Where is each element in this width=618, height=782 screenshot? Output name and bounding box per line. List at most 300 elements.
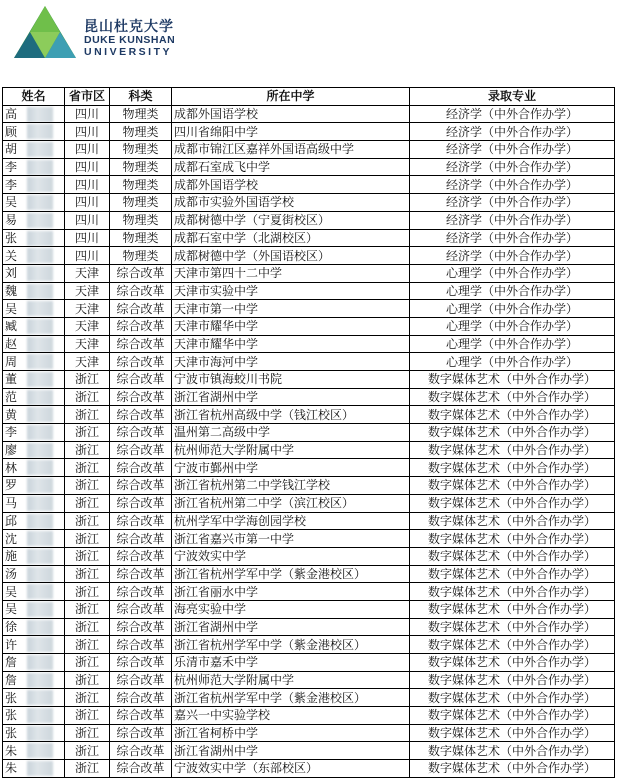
cell-category [110, 565, 172, 583]
cell-major-text: 经济学（中外合作办学） [445, 248, 578, 263]
cell-province-text: 天津 [74, 336, 99, 351]
cell-province [65, 512, 110, 530]
table-row [3, 583, 615, 601]
cell-school-text: 天津市第四十二中学 [174, 266, 283, 281]
cell-category-text: 综合改革 [116, 390, 165, 405]
cell-school [172, 123, 410, 141]
cell-school [172, 707, 410, 725]
cell-name-text: 吴 [5, 584, 18, 599]
cell-name [3, 388, 65, 406]
cell-major [410, 211, 615, 229]
cell-school [172, 547, 410, 565]
name-redaction-blur [27, 602, 53, 617]
cell-major-text: 数字媒体艺术（中外合作办学） [427, 619, 596, 634]
cell-major [410, 424, 615, 442]
cell-school [172, 512, 410, 530]
cell-name-text: 张 [5, 690, 18, 705]
cell-province [65, 654, 110, 672]
cell-name-text: 朱 [5, 761, 18, 776]
cell-major-text: 数字媒体艺术（中外合作办学） [427, 390, 596, 405]
cell-major-text: 数字媒体艺术（中外合作办学） [427, 673, 596, 688]
cell-school [172, 494, 410, 512]
cell-school [172, 371, 410, 389]
name-redaction-blur [27, 160, 53, 175]
cell-province [65, 618, 110, 636]
name-redaction-blur [27, 407, 53, 422]
cell-major-text: 数字媒体艺术（中外合作办学） [427, 566, 596, 581]
cell-name [3, 211, 65, 229]
cell-province-text: 浙江 [74, 673, 99, 688]
cell-province-text: 浙江 [74, 513, 99, 528]
cell-category-text: 综合改革 [116, 496, 165, 511]
cell-category-text: 综合改革 [116, 673, 165, 688]
cell-province [65, 459, 110, 477]
table-row [3, 494, 615, 512]
cell-major-text: 数字媒体艺术（中外合作办学） [427, 531, 596, 546]
cell-category-text: 物理类 [122, 213, 159, 228]
cell-school-text: 浙江省杭州学军中学（紫金港校区） [174, 637, 367, 652]
cell-school [172, 600, 410, 618]
cell-province-text: 四川 [74, 230, 99, 245]
cell-major-text: 数字媒体艺术（中外合作办学） [427, 584, 596, 599]
cell-category [110, 194, 172, 212]
cell-major-text: 心理学（中外合作办学） [445, 336, 578, 351]
table-row [3, 424, 615, 442]
cell-category [110, 317, 172, 335]
cell-name [3, 247, 65, 265]
cell-major [410, 317, 615, 335]
table-row [3, 742, 615, 760]
cell-major-text: 数字媒体艺术（中外合作办学） [427, 602, 596, 617]
cell-name-text: 赵 [5, 336, 18, 351]
cell-category [110, 654, 172, 672]
name-redaction-blur [27, 337, 53, 352]
cell-major [410, 123, 615, 141]
cell-province-text: 四川 [74, 248, 99, 263]
cell-major [410, 654, 615, 672]
name-redaction-blur [27, 284, 53, 299]
name-redaction-blur [27, 372, 53, 387]
header-major: 录取专业 [410, 88, 615, 106]
cell-category-text: 综合改革 [116, 319, 165, 334]
table-row [3, 724, 615, 742]
cell-school-text: 浙江省丽水中学 [174, 584, 259, 599]
cell-category [110, 441, 172, 459]
cell-category-text: 综合改革 [116, 531, 165, 546]
cell-school [172, 618, 410, 636]
cell-category [110, 141, 172, 159]
cell-category [110, 211, 172, 229]
table-row [3, 671, 615, 689]
cell-school [172, 211, 410, 229]
cell-name-text: 吴 [5, 195, 18, 210]
cell-province [65, 335, 110, 353]
cell-province [65, 565, 110, 583]
name-redaction-blur [27, 301, 53, 316]
cell-province [65, 441, 110, 459]
triangle-logo-icon [12, 4, 78, 60]
cell-major [410, 512, 615, 530]
cell-category [110, 512, 172, 530]
cell-major-text: 数字媒体艺术（中外合作办学） [427, 407, 596, 422]
cell-province [65, 353, 110, 371]
cell-school [172, 194, 410, 212]
cell-province [65, 229, 110, 247]
table-row [3, 530, 615, 548]
cell-category-text: 综合改革 [116, 726, 165, 741]
cell-category-text: 综合改革 [116, 407, 165, 422]
cell-major [410, 760, 615, 778]
cell-school [172, 141, 410, 159]
cell-category-text: 物理类 [122, 230, 159, 245]
cell-name [3, 583, 65, 601]
name-redaction-blur [27, 425, 53, 440]
cell-category-text: 综合改革 [116, 266, 165, 281]
cell-name-text: 吴 [5, 301, 18, 316]
cell-name-text: 易 [5, 213, 18, 228]
cell-category-text: 综合改革 [116, 336, 165, 351]
cell-name [3, 264, 65, 282]
cell-school [172, 760, 410, 778]
table-row [3, 211, 615, 229]
cell-major [410, 671, 615, 689]
cell-name-text: 沈 [5, 531, 18, 546]
cell-name [3, 671, 65, 689]
cell-school-text: 浙江省湖州中学 [174, 390, 259, 405]
cell-province-text: 浙江 [74, 496, 99, 511]
name-redaction-blur [27, 177, 53, 192]
cell-school-text: 浙江省杭州学军中学（紫金港校区） [174, 566, 367, 581]
cell-major [410, 724, 615, 742]
cell-category-text: 综合改革 [116, 708, 165, 723]
cell-name [3, 176, 65, 194]
table-row [3, 353, 615, 371]
cell-province-text: 浙江 [74, 690, 99, 705]
cell-name [3, 282, 65, 300]
name-redaction-blur [27, 726, 53, 741]
name-redaction-blur [27, 213, 53, 228]
cell-name-text: 臧 [5, 319, 18, 334]
logo-english-line2: UNIVERSITY [84, 46, 173, 58]
cell-school [172, 335, 410, 353]
cell-category [110, 530, 172, 548]
cell-province [65, 547, 110, 565]
cell-province-text: 四川 [74, 107, 99, 122]
name-redaction-blur [27, 514, 53, 529]
cell-category-text: 综合改革 [116, 637, 165, 652]
cell-name [3, 459, 65, 477]
cell-school [172, 406, 410, 424]
cell-school-text: 成都市锦江区嘉祥外国语高级中学 [174, 142, 355, 157]
cell-province [65, 600, 110, 618]
cell-province [65, 264, 110, 282]
cell-province-text: 浙江 [74, 425, 99, 440]
cell-category-text: 综合改革 [116, 425, 165, 440]
cell-school [172, 247, 410, 265]
cell-name [3, 353, 65, 371]
cell-major [410, 282, 615, 300]
cell-province [65, 317, 110, 335]
cell-school-text: 天津市耀华中学 [174, 319, 259, 334]
cell-name-text: 许 [5, 637, 18, 652]
cell-school [172, 459, 410, 477]
cell-name [3, 654, 65, 672]
cell-province [65, 371, 110, 389]
cell-school [172, 353, 410, 371]
cell-name-text: 顾 [5, 124, 18, 139]
table-row [3, 105, 615, 123]
cell-school-text: 成都市实验外国语学校 [174, 195, 295, 210]
name-redaction-blur [27, 460, 53, 475]
table-row [3, 406, 615, 424]
table-row [3, 618, 615, 636]
cell-category-text: 综合改革 [116, 283, 165, 298]
name-redaction-blur [27, 549, 53, 564]
table-row [3, 441, 615, 459]
table-row [3, 600, 615, 618]
table-row [3, 264, 615, 282]
cell-school [172, 317, 410, 335]
cell-province [65, 247, 110, 265]
cell-name-text: 李 [5, 160, 18, 175]
cell-province [65, 211, 110, 229]
cell-name [3, 335, 65, 353]
table-row [3, 247, 615, 265]
cell-school-text: 天津市海河中学 [174, 354, 259, 369]
cell-major-text: 心理学（中外合作办学） [445, 319, 578, 334]
cell-school [172, 441, 410, 459]
cell-major-text: 经济学（中外合作办学） [445, 160, 578, 175]
cell-category [110, 459, 172, 477]
cell-school-text: 浙江省杭州第二中学钱江学校 [174, 478, 331, 493]
table-row [3, 654, 615, 672]
cell-name-text: 林 [5, 460, 18, 475]
cell-category-text: 综合改革 [116, 354, 165, 369]
table-row [3, 229, 615, 247]
cell-name [3, 618, 65, 636]
cell-category-text: 物理类 [122, 248, 159, 263]
cell-province [65, 123, 110, 141]
cell-province-text: 四川 [74, 142, 99, 157]
table-row [3, 141, 615, 159]
cell-major [410, 689, 615, 707]
cell-category-text: 物理类 [122, 177, 159, 192]
cell-province-text: 天津 [74, 266, 99, 281]
cell-major [410, 583, 615, 601]
cell-category [110, 600, 172, 618]
cell-category-text: 综合改革 [116, 460, 165, 475]
cell-school-text: 乐清市嘉禾中学 [174, 655, 259, 670]
cell-province-text: 浙江 [74, 743, 99, 758]
cell-name [3, 477, 65, 495]
cell-major [410, 176, 615, 194]
cell-category-text: 综合改革 [116, 602, 165, 617]
cell-province [65, 176, 110, 194]
cell-category [110, 494, 172, 512]
cell-major [410, 229, 615, 247]
cell-category-text: 综合改革 [116, 301, 165, 316]
header-province: 省市区 [65, 88, 110, 106]
cell-school-text: 温州第二高级中学 [174, 425, 271, 440]
cell-name [3, 317, 65, 335]
cell-school [172, 477, 410, 495]
cell-province-text: 四川 [74, 124, 99, 139]
cell-school [172, 583, 410, 601]
admission-table [2, 87, 615, 778]
cell-province [65, 388, 110, 406]
cell-name-text: 高 [5, 107, 18, 122]
name-redaction-blur [27, 266, 53, 281]
cell-major-text: 数字媒体艺术（中外合作办学） [427, 708, 596, 723]
table-row [3, 282, 615, 300]
cell-name-text: 张 [5, 726, 18, 741]
cell-school-text: 四川省绵阳中学 [174, 124, 259, 139]
cell-category [110, 264, 172, 282]
cell-category [110, 583, 172, 601]
cell-major [410, 335, 615, 353]
name-redaction-blur [27, 743, 53, 758]
name-redaction-blur [27, 195, 53, 210]
cell-major-text: 经济学（中外合作办学） [445, 107, 578, 122]
cell-province [65, 406, 110, 424]
cell-name [3, 158, 65, 176]
table-row [3, 123, 615, 141]
table-row [3, 689, 615, 707]
cell-category [110, 618, 172, 636]
cell-school [172, 565, 410, 583]
cell-province-text: 天津 [74, 301, 99, 316]
cell-major-text: 经济学（中外合作办学） [445, 177, 578, 192]
cell-major [410, 742, 615, 760]
cell-name-text: 詹 [5, 655, 18, 670]
cell-province-text: 浙江 [74, 655, 99, 670]
cell-major-text: 心理学（中外合作办学） [445, 283, 578, 298]
cell-school [172, 689, 410, 707]
cell-category [110, 353, 172, 371]
table-row [3, 317, 615, 335]
cell-province-text: 浙江 [74, 460, 99, 475]
name-redaction-blur [27, 354, 53, 369]
cell-major [410, 530, 615, 548]
cell-category-text: 物理类 [122, 124, 159, 139]
cell-school-text: 宁波效实中学 [174, 549, 247, 564]
cell-name-text: 廖 [5, 443, 18, 458]
cell-province [65, 760, 110, 778]
cell-province-text: 浙江 [74, 390, 99, 405]
cell-province-text: 浙江 [74, 549, 99, 564]
cell-school [172, 636, 410, 654]
cell-major [410, 371, 615, 389]
cell-category [110, 760, 172, 778]
cell-major-text: 数字媒体艺术（中外合作办学） [427, 743, 596, 758]
cell-province [65, 494, 110, 512]
cell-name-text: 李 [5, 425, 18, 440]
cell-province-text: 浙江 [74, 407, 99, 422]
cell-name [3, 707, 65, 725]
cell-name [3, 300, 65, 318]
table-header-row [3, 88, 615, 106]
cell-name-text: 胡 [5, 142, 18, 157]
cell-major-text: 数字媒体艺术（中外合作办学） [427, 726, 596, 741]
header-school: 所在中学 [172, 88, 410, 106]
cell-school-text: 成都树德中学（外国语校区） [174, 248, 331, 263]
name-redaction-blur [27, 248, 53, 263]
cell-province-text: 浙江 [74, 602, 99, 617]
cell-name [3, 371, 65, 389]
cell-name [3, 742, 65, 760]
cell-school-text: 宁波市镇海蛟川书院 [174, 372, 283, 387]
cell-school-text: 海亮实验中学 [174, 602, 247, 617]
cell-category [110, 547, 172, 565]
cell-province [65, 689, 110, 707]
cell-category-text: 综合改革 [116, 655, 165, 670]
cell-province-text: 浙江 [74, 726, 99, 741]
cell-category-text: 物理类 [122, 160, 159, 175]
cell-category [110, 671, 172, 689]
cell-province [65, 636, 110, 654]
cell-name [3, 530, 65, 548]
name-redaction-blur [27, 708, 53, 723]
name-redaction-blur [27, 124, 53, 139]
cell-category-text: 综合改革 [116, 549, 165, 564]
cell-name-text: 徐 [5, 619, 18, 634]
table-row [3, 459, 615, 477]
cell-school-text: 天津市实验中学 [174, 283, 259, 298]
cell-province [65, 724, 110, 742]
cell-name [3, 105, 65, 123]
cell-province [65, 424, 110, 442]
cell-province [65, 300, 110, 318]
cell-name-text: 黄 [5, 407, 18, 422]
logo-chinese-name: 昆山杜克大学 [84, 19, 174, 35]
cell-name [3, 760, 65, 778]
table-row [3, 388, 615, 406]
cell-major [410, 547, 615, 565]
name-redaction-blur [27, 673, 53, 688]
table-row [3, 194, 615, 212]
cell-major-text: 经济学（中外合作办学） [445, 195, 578, 210]
cell-name-text: 关 [5, 248, 18, 263]
cell-category-text: 综合改革 [116, 619, 165, 634]
cell-school [172, 105, 410, 123]
cell-major [410, 388, 615, 406]
cell-school [172, 530, 410, 548]
cell-name-text: 范 [5, 390, 18, 405]
cell-province [65, 742, 110, 760]
cell-category-text: 物理类 [122, 142, 159, 157]
name-redaction-blur [27, 761, 53, 776]
cell-province [65, 707, 110, 725]
name-redaction-blur [27, 142, 53, 157]
cell-school-text: 杭州师范大学附属中学 [174, 673, 295, 688]
name-redaction-blur [27, 231, 53, 246]
cell-province [65, 477, 110, 495]
table-row [3, 760, 615, 778]
cell-school-text: 嘉兴一中实验学校 [174, 708, 271, 723]
cell-name [3, 512, 65, 530]
cell-major-text: 经济学（中外合作办学） [445, 213, 578, 228]
cell-province-text: 浙江 [74, 619, 99, 634]
cell-school-text: 浙江省湖州中学 [174, 743, 259, 758]
cell-name-text: 朱 [5, 743, 18, 758]
cell-province-text: 浙江 [74, 637, 99, 652]
table-row [3, 565, 615, 583]
cell-category-text: 综合改革 [116, 478, 165, 493]
cell-name [3, 547, 65, 565]
cell-school-text: 成都外国语学校 [174, 177, 259, 192]
cell-name [3, 441, 65, 459]
cell-name-text: 魏 [5, 283, 18, 298]
